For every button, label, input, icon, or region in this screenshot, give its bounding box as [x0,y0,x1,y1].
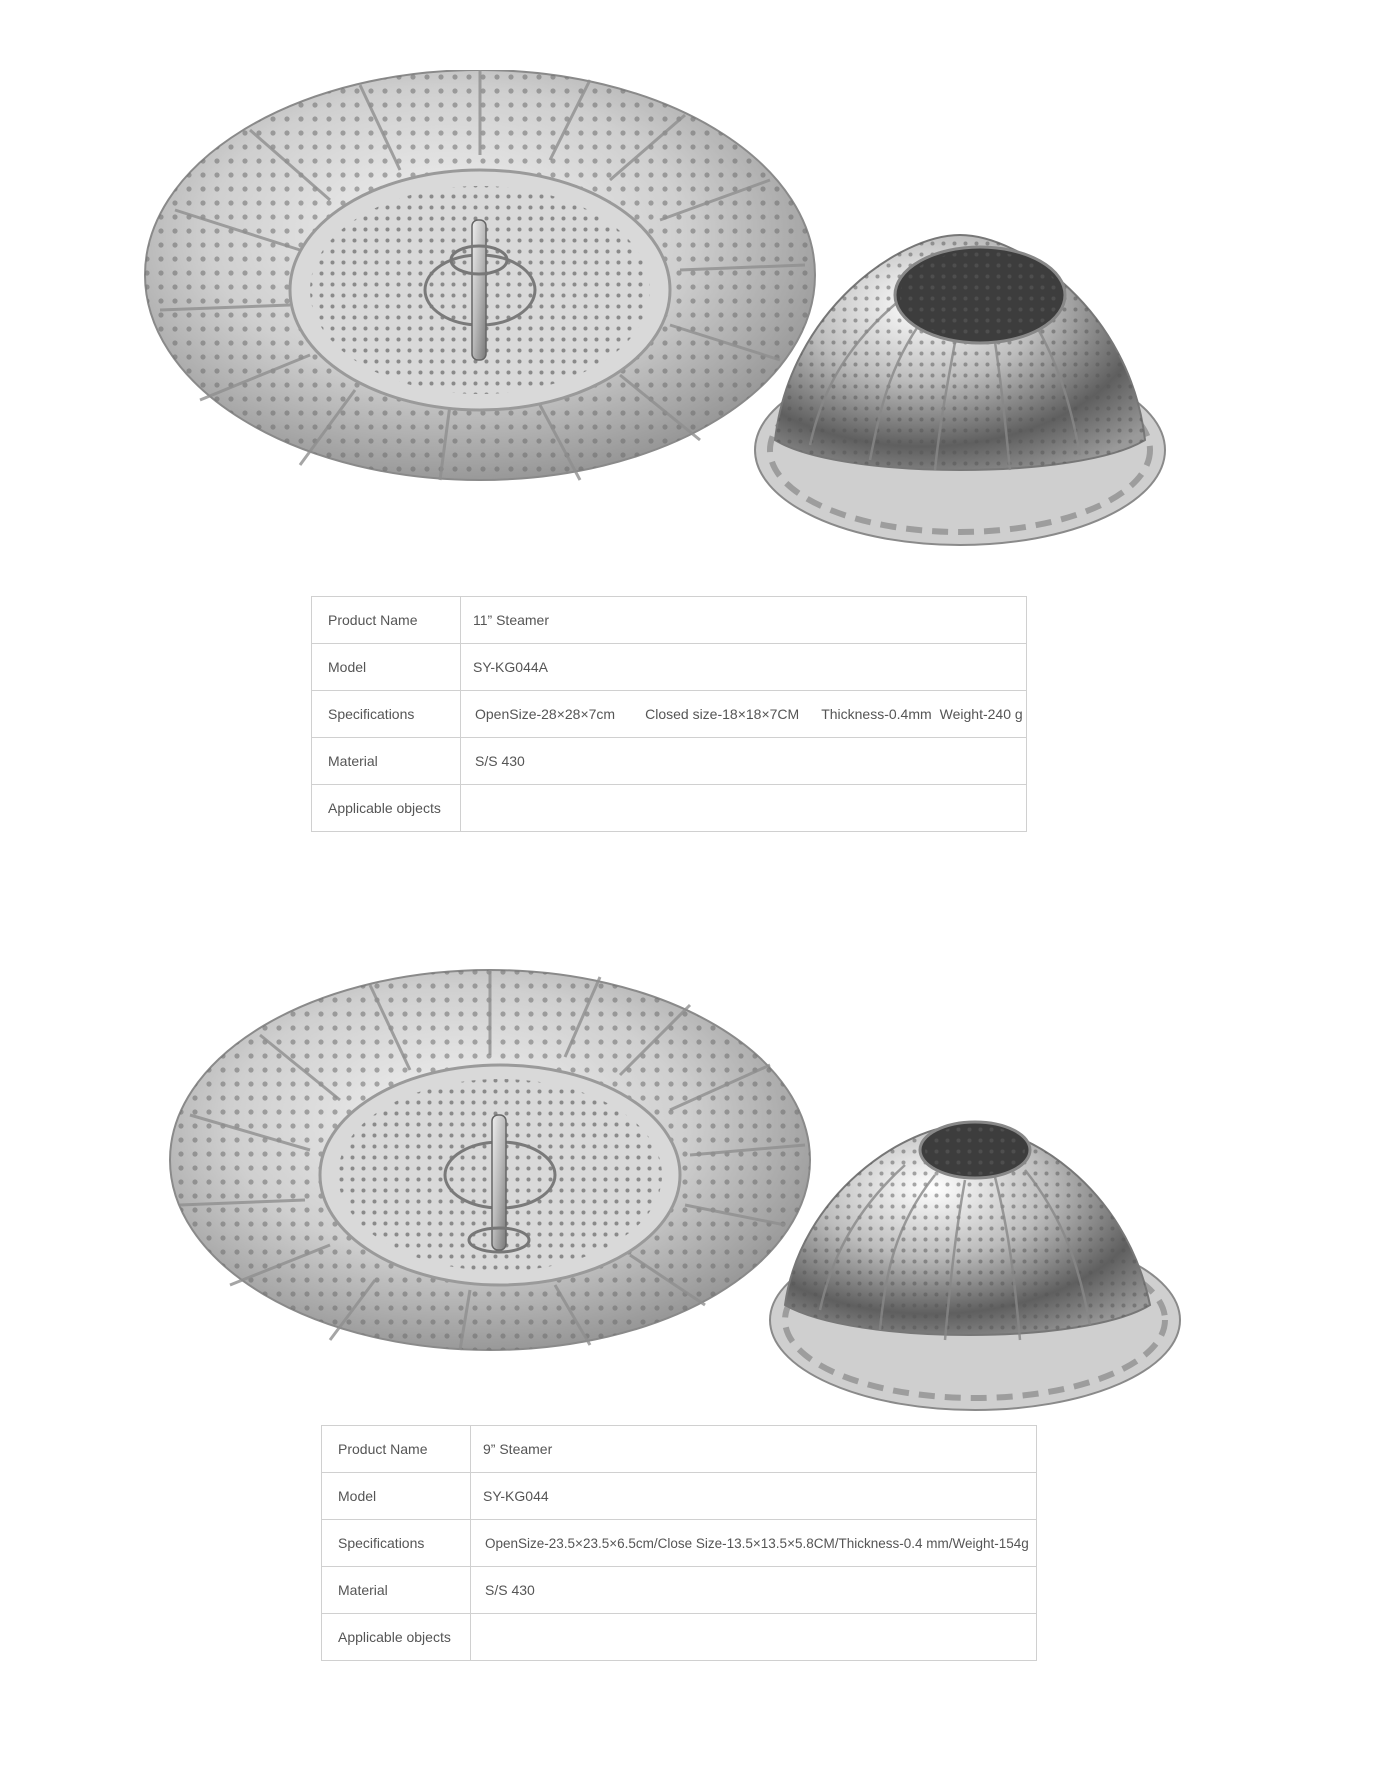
specifications-label: Specifications [322,1520,471,1567]
thickness: Thickness-0.4mm [821,706,932,722]
table-row [312,644,1027,691]
model-value: SY-KG044 [471,1473,1037,1520]
material-label: Material [322,1567,471,1614]
specifications-value [461,691,1027,738]
steamer-basket-photo-icon [140,70,1270,570]
model-value: SY-KG044A [461,644,1027,691]
product-name-label: Product Name [312,597,461,644]
model-label: Model [322,1473,471,1520]
table-row [322,1473,1037,1520]
model-label: Model [312,644,461,691]
applicable-objects-value [471,1614,1037,1661]
material-value: S/S 430 [471,1567,1037,1614]
table-row [322,1567,1037,1614]
material-value: S/S 430 [461,738,1027,785]
product-name-value: 11” Steamer [461,597,1027,644]
product-2-photo [160,965,1220,1415]
table-row [312,785,1027,832]
product-1-photo [140,70,1270,570]
table-row [322,1426,1037,1473]
product-name-label: Product Name [322,1426,471,1473]
table-row [322,1520,1037,1567]
specifications-label: Specifications [312,691,461,738]
material-label: Material [312,738,461,785]
table-row [312,691,1027,738]
table-row [312,597,1027,644]
weight: Weight-240 g [939,706,1023,722]
closed-size: Closed size-18×18×7CM [645,706,800,722]
table-row [322,1614,1037,1661]
applicable-objects-value [461,785,1027,832]
steamer-basket-photo-icon [160,965,1220,1415]
table-row [312,738,1027,785]
open-size: OpenSize-28×28×7cm [475,706,616,722]
product-1-spec-table [311,596,1027,832]
product-2-spec-table [321,1425,1037,1661]
applicable-objects-label: Applicable objects [312,785,461,832]
specifications-value: OpenSize-23.5×23.5×6.5cm/Close Size-13.5×13.5×5.8CM/Thickness-0.4 mm/Weight-154g [471,1520,1037,1567]
product-name-value: 9” Steamer [471,1426,1037,1473]
applicable-objects-label: Applicable objects [322,1614,471,1661]
